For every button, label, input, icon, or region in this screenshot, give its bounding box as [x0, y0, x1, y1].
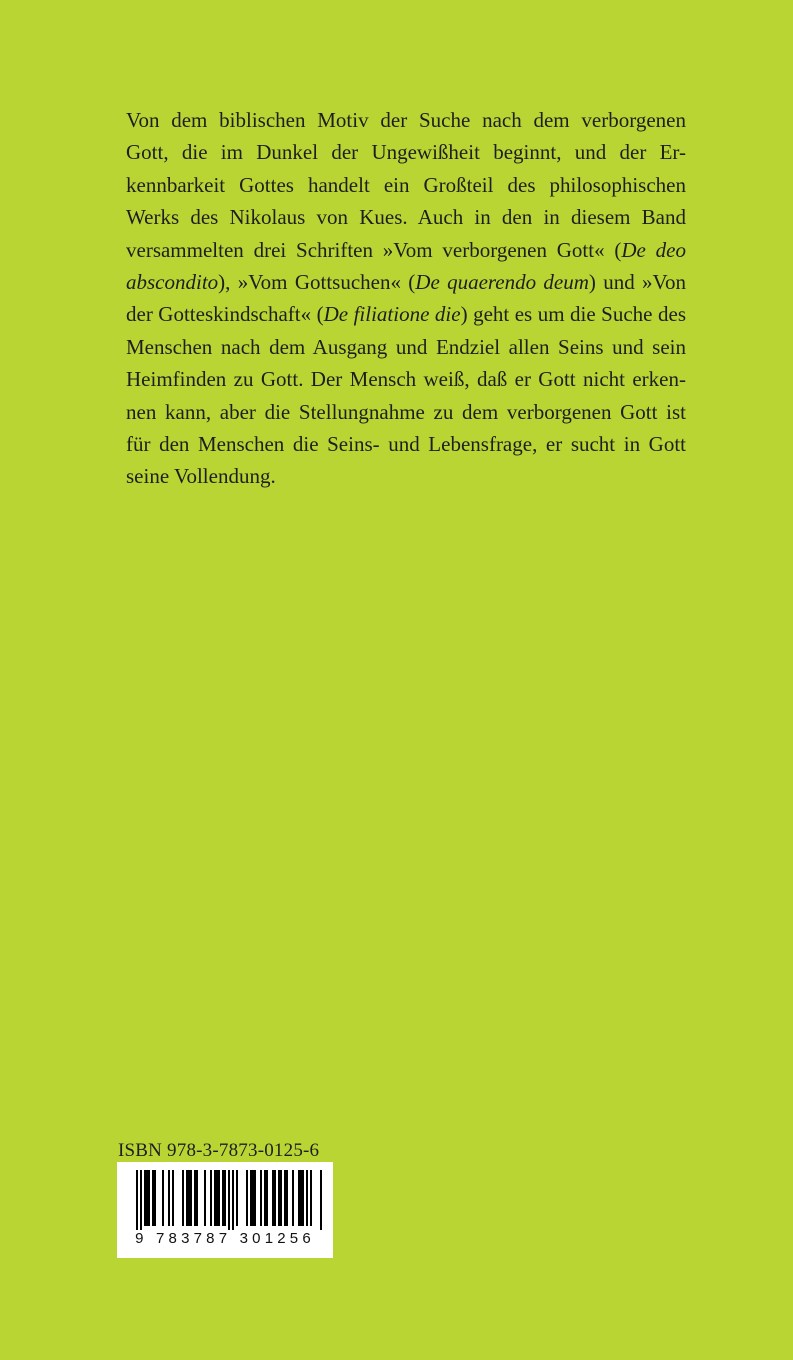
barcode-bar [274, 1170, 276, 1226]
blurb-line [126, 169, 686, 201]
blurb-text-segment: Menschen nach dem Ausgang und Endziel allen Seins und sein [126, 334, 686, 359]
blurb-text-segment: Werks des Nikolaus von Kues. Auch in den in diesem Band [126, 205, 686, 230]
barcode-bar [152, 1170, 154, 1226]
blurb-title-segment: De quaerendo deum [415, 270, 589, 295]
blurb-line [126, 363, 686, 395]
barcode-guard-bar [320, 1170, 322, 1230]
blurb-line [126, 201, 686, 233]
barcode-bar [266, 1170, 268, 1226]
barcode-guard-bar [232, 1170, 234, 1230]
barcode-bar [218, 1170, 220, 1226]
barcode-bar [254, 1170, 256, 1226]
barcode-bar [188, 1170, 190, 1226]
barcode-bar [222, 1170, 224, 1226]
barcode-bar [278, 1170, 280, 1226]
blurb-text-segment: versammelten drei Schriften »Vom verborgenen Gott« ( [126, 237, 622, 262]
isbn-label: ISBN 978-3-7873-0125-6 [118, 1140, 320, 1161]
blurb-line [126, 331, 686, 363]
barcode-bar [216, 1170, 218, 1226]
blurb-line [126, 266, 686, 298]
barcode-bar [264, 1170, 266, 1226]
barcode-bar [250, 1170, 252, 1226]
blurb-text-segment: Heimfinden zu Gott. Der Mensch weiß, daß er Gott nicht erken- [126, 367, 686, 392]
blurb-line [126, 234, 686, 266]
barcode-bar [306, 1170, 308, 1226]
barcode-bar [210, 1170, 212, 1226]
barcode-bars [127, 1170, 323, 1230]
blurb-title-segment: De filiatione die [323, 302, 461, 327]
blurb-text-segment: ) geht es um die Suche des [460, 302, 686, 327]
blurb-line [126, 104, 686, 136]
barcode-bar [284, 1170, 286, 1226]
barcode-bar [154, 1170, 156, 1226]
blurb-line [126, 428, 686, 460]
blurb-line [126, 298, 686, 330]
barcode-bar [252, 1170, 254, 1226]
barcode-bar [144, 1170, 146, 1226]
barcode-bar [224, 1170, 226, 1226]
barcode-bar [196, 1170, 198, 1226]
barcode-guard-bar [140, 1170, 142, 1230]
barcode-bar [310, 1170, 312, 1226]
barcode-bar [302, 1170, 304, 1226]
barcode-bar [204, 1170, 206, 1226]
barcode-bar [146, 1170, 148, 1226]
barcode-bar [186, 1170, 188, 1226]
barcode-digits: 9 783787 301256 [135, 1230, 315, 1247]
barcode-bar [272, 1170, 274, 1226]
barcode-bar [292, 1170, 294, 1226]
barcode-bar [182, 1170, 184, 1226]
barcode-bar [214, 1170, 216, 1226]
barcode [117, 1162, 333, 1258]
barcode-bar [190, 1170, 192, 1226]
blurb-text-segment: seine Vollendung. [126, 464, 276, 489]
blurb-line [126, 460, 686, 492]
blurb-text-segment: der Gotteskindschaft« ( [126, 302, 324, 327]
barcode-bar [300, 1170, 302, 1226]
blurb-text-segment: ), »Vom Gottsuchen« ( [218, 270, 416, 295]
barcode-guard-bar [136, 1170, 138, 1230]
blurb-line [126, 396, 686, 428]
blurb-title-segment: abscondito [126, 270, 219, 295]
blurb-text-segment: Gott, die im Dunkel der Ungewißheit beginnt, und der Er- [126, 140, 686, 165]
barcode-bar [194, 1170, 196, 1226]
barcode-bar [280, 1170, 282, 1226]
blurb-text-segment: ) und »Von [588, 270, 686, 295]
blurb-text-segment: Von dem biblischen Motiv der Suche nach dem verborgenen [126, 108, 686, 132]
barcode-bar [148, 1170, 150, 1226]
barcode-bar [168, 1170, 170, 1226]
blurb-text [126, 104, 686, 493]
barcode-bar [162, 1170, 164, 1226]
blurb-title-segment: De deo [621, 237, 686, 262]
blurb-text-segment: kennbarkeit Gottes handelt ein Großteil des philosophischen [126, 172, 686, 197]
blurb-text-segment: für den Menschen die Seins- und Lebensfrage, er sucht in Gott [126, 432, 686, 457]
barcode-bar [236, 1170, 238, 1226]
barcode-bar [298, 1170, 300, 1226]
blurb-line [126, 136, 686, 168]
blurb-text-segment: nen kann, aber die Stellungnahme zu dem verborgenen Gott ist [126, 399, 686, 424]
barcode-bar [246, 1170, 248, 1226]
barcode-bar [286, 1170, 288, 1226]
barcode-guard-bar [228, 1170, 230, 1230]
barcode-bar [172, 1170, 174, 1226]
barcode-bar [260, 1170, 262, 1226]
